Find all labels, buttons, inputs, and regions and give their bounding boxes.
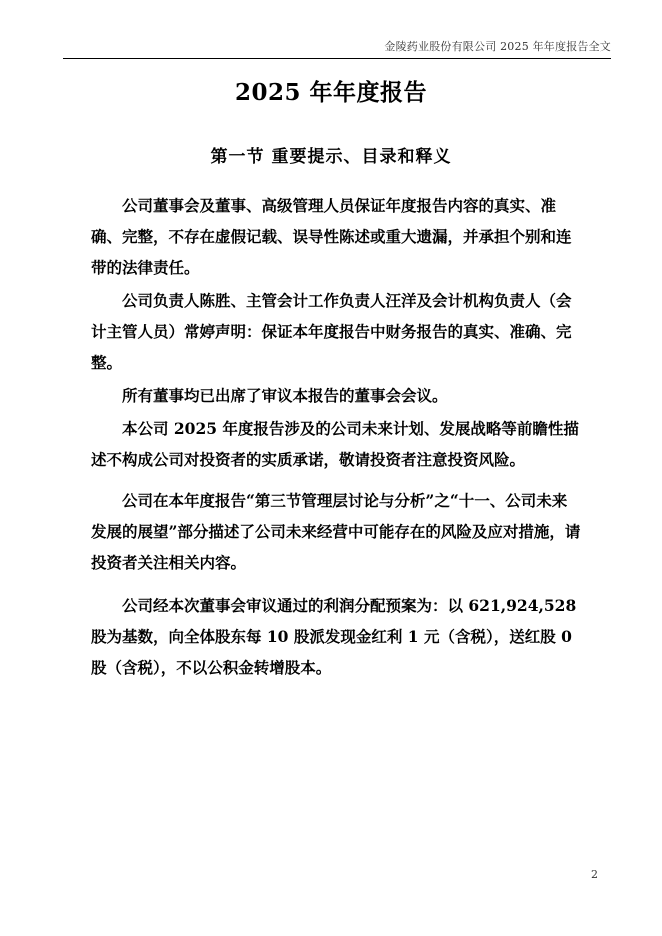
report-title: 2025 年年度报告 [234, 79, 428, 106]
page-number: 2 [591, 868, 598, 881]
paragraph-profit-distribution: 公司经本次董事会审议通过的利润分配预案为：以 621,924,528 股为基数，向全体股东每 10 股派发现金红利 1 元（含税），送红股 0 股（含税），不以公积金转增股本。 [91, 596, 577, 677]
paragraph-attendance: 所有董事均已出席了审议本报告的董事会会议。 [122, 386, 448, 405]
paragraph-board-guarantee: 公司董事会及董事、高级管理人员保证年度报告内容的真实、准确、完整，不存在虚假记载、误导性陈述或重大遗漏，并承担个别和连带的法律责任。 [91, 196, 572, 277]
section-title: 第一节 重要提示、目录和释义 [210, 147, 452, 167]
paragraph-officers-statement: 公司负责人陈胜、主管会计工作负责人汪洋及会计机构负责人（会计主管人员）常婷声明：保证本年度报告中财务报告的真实、准确、完整。 [91, 291, 572, 372]
running-header: 金陵药业股份有限公司 2025 年年度报告全文 [384, 40, 611, 53]
paragraph-forward-looking: 本公司 2025 年度报告涉及的公司未来计划、发展战略等前瞻性描述不构成公司对投资者的实质承诺，敬请投资者注意投资风险。 [91, 419, 579, 469]
notice-body [91, 190, 581, 683]
paragraph-risk-reference: 公司在本年度报告“第三节管理层讨论与分析”之“十一、公司未来发展的展望”部分描述了公司未来经营中可能存在的风险及应对措施，请投资者关注相关内容。 [91, 491, 581, 572]
header-divider [63, 58, 611, 59]
